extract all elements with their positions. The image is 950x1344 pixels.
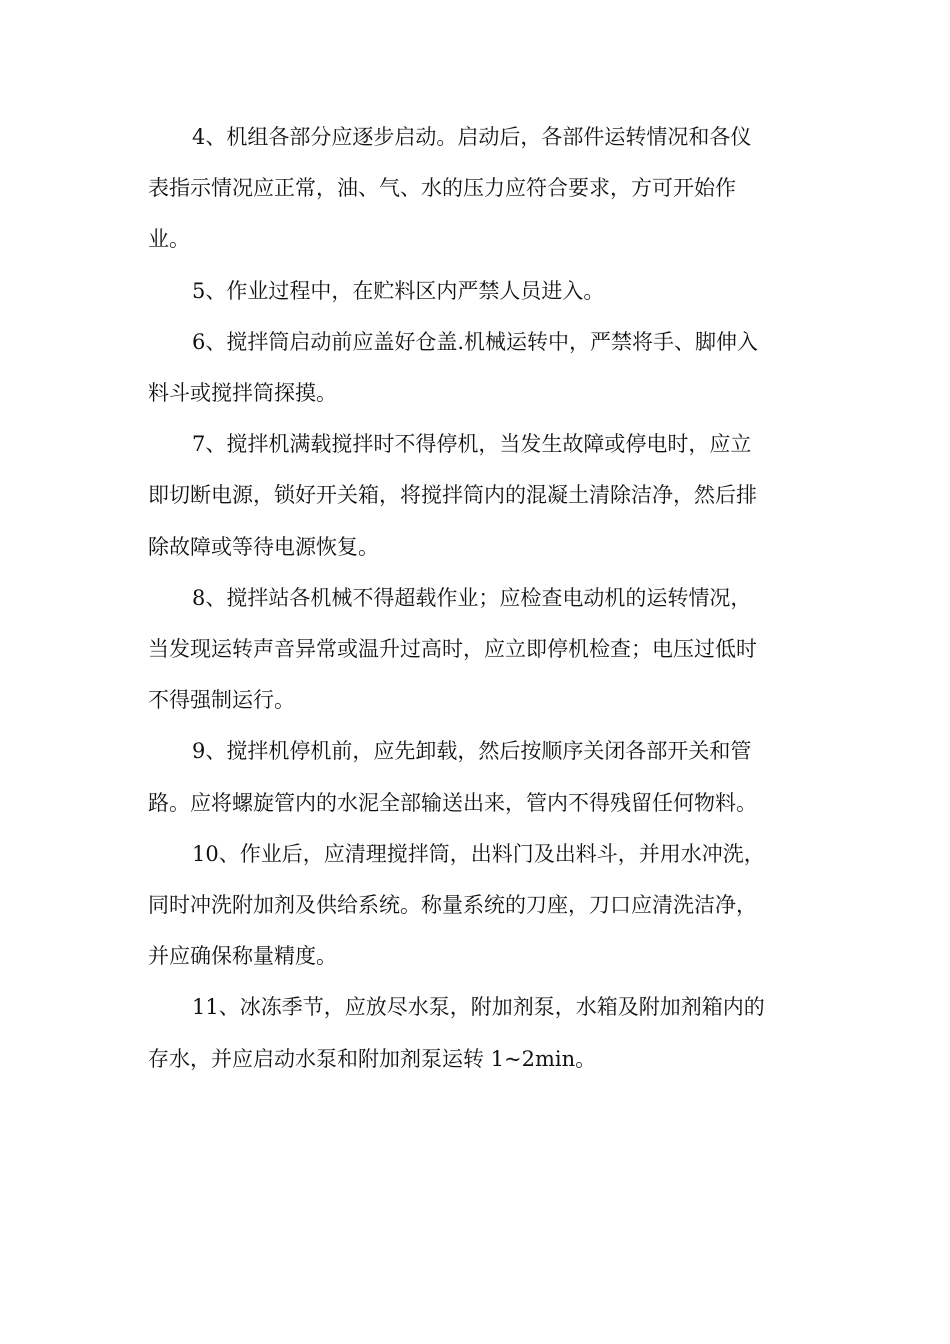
paragraph-line: 11、冰冻季节，应放尽水泵，附加剂泵，水箱及附加剂箱内的 xyxy=(192,995,765,1020)
paragraph-item-6 xyxy=(148,317,800,419)
paragraph-line: 不得强制运行。 xyxy=(148,688,295,713)
paragraph-line: 6、搅拌筒启动前应盖好仓盖.机械运转中，严禁将手、脚伸入 xyxy=(192,329,759,354)
paragraph-item-8 xyxy=(148,573,800,727)
paragraph-item-11 xyxy=(148,982,800,1084)
paragraph-line: 即切断电源，锁好开关箱，将搅拌筒内的混凝土清除洁净，然后排 xyxy=(148,483,757,508)
paragraph-line: 表指示情况应正常，油、气、水的压力应符合要求，方可开始作 xyxy=(148,176,736,201)
paragraph-line: 料斗或搅拌筒探摸。 xyxy=(148,381,337,406)
paragraph-item-5 xyxy=(148,266,800,317)
paragraph-line: 7、搅拌机满载搅拌时不得停机，当发生故障或停电时，应立 xyxy=(192,432,752,457)
paragraph-item-4 xyxy=(148,112,800,266)
paragraph-line: 除故障或等待电源恢复。 xyxy=(148,534,379,559)
paragraph-line: 当发现运转声音异常或温升过高时，应立即停机检查；电压过低时 xyxy=(148,637,757,662)
paragraph-line: 10、作业后，应清理搅拌筒，出料门及出料斗，并用水冲洗， xyxy=(192,841,765,866)
paragraph-line: 同时冲洗附加剂及供给系统。称量系统的刀座，刀口应清洗洁净， xyxy=(148,893,757,918)
paragraph-line: 8、搅拌站各机械不得超载作业；应检查电动机的运转情况， xyxy=(192,585,752,610)
document-body xyxy=(148,112,800,1085)
paragraph-line: 5、作业过程中，在贮料区内严禁人员进入。 xyxy=(192,278,605,303)
paragraph-line: 存水，并应启动水泵和附加剂泵运转 1~2min。 xyxy=(148,1046,597,1071)
paragraph-item-7 xyxy=(148,419,800,573)
paragraph-line: 业。 xyxy=(148,227,190,252)
paragraph-item-10 xyxy=(148,829,800,983)
paragraph-item-9 xyxy=(148,726,800,828)
paragraph-line: 9、搅拌机停机前，应先卸载，然后按顺序关闭各部开关和管 xyxy=(192,739,752,764)
paragraph-line: 路。应将螺旋管内的水泥全部输送出来，管内不得残留任何物料。 xyxy=(148,790,757,815)
paragraph-line: 并应确保称量精度。 xyxy=(148,944,337,969)
paragraph-line: 4、机组各部分应逐步启动。启动后，各部件运转情况和各仪 xyxy=(192,125,752,149)
